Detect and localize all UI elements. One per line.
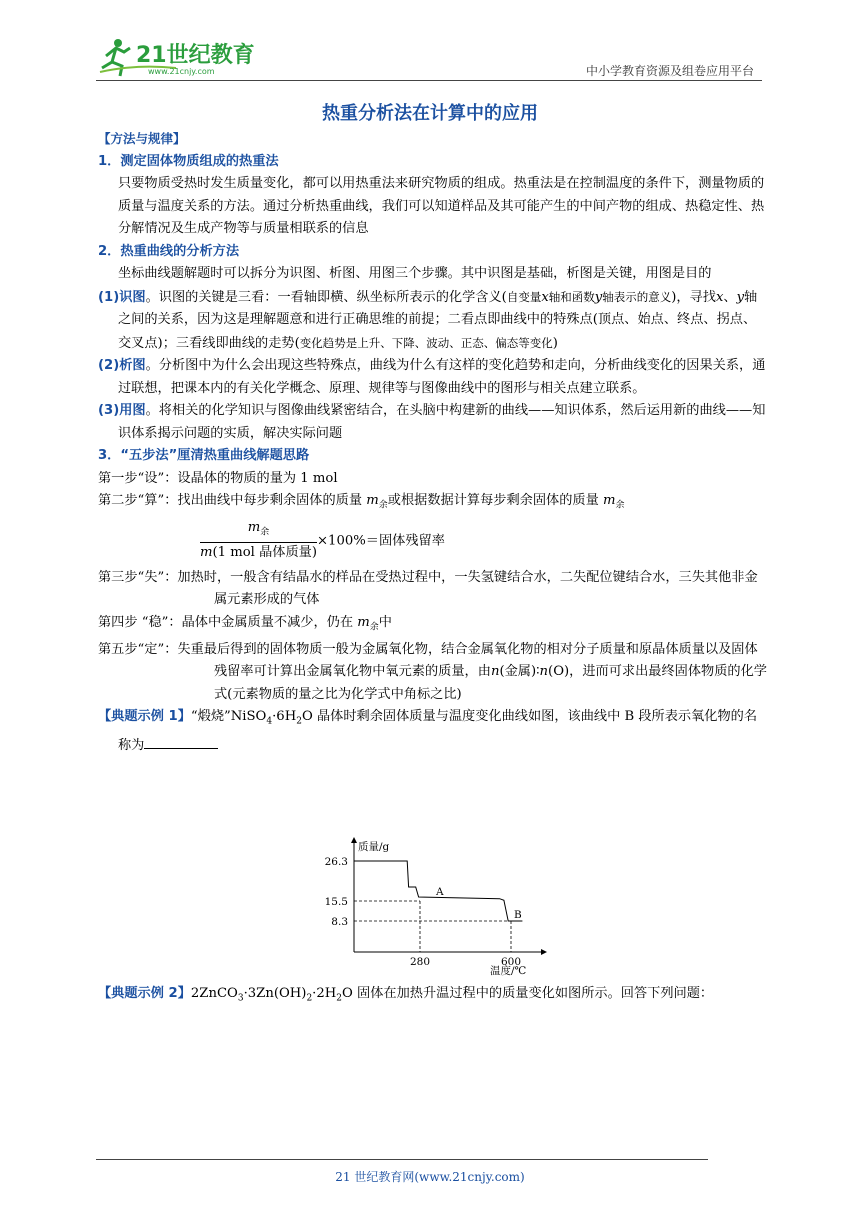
item-2: (2)析图。分析图中为什么会出现这些特殊点，曲线为什么有这样的变化趋势和走向，分析曲线变化的因果关系，通过联想，把课本内的有关化学概念、原理、规律等与图像曲线中的图形与相关点建立联系。 (98, 358, 766, 396)
step-1: 第一步“设”：设晶体的物质的量为 1 mol (98, 470, 338, 486)
formula-line: $\frac{m_余}{\text{m(1 mol 晶体质量)}}$ ×100%＝固体残留率 (98, 519, 768, 563)
platform-name: 中小学教育资源及组卷应用平台 (585, 64, 754, 78)
site-logo (96, 34, 266, 80)
x-axis-label: 温度/℃ (490, 965, 527, 977)
step-2: 第二步“算”：找出曲线中每步剩余固体的质量 $m_余$或根据数据计算每步剩余固体的质量 $m_余$ (98, 493, 625, 511)
example-2: 【典题示例 2】$2ZnCO_3\cdot 3Zn(OH)_2\cdot 2H_2O$ 固体在加热升温过程中的质量变化如图所示。回答下列问题： (98, 986, 714, 1004)
x-tick-label: 600 (500, 956, 522, 968)
example-2-block (98, 983, 768, 1010)
heading-1: 1．测定固体物质组成的热重法 (98, 153, 279, 169)
x-tick-label: 280 (409, 956, 431, 968)
footer-divider (96, 1159, 708, 1160)
example-1: 【典题示例 1】“煅烧$”NiSO_4\cdot 6H_2O$ 晶体时剩余固体质量与温度变化曲线如图，该曲线中 B 段所表示氧化物的名称为 (98, 709, 758, 753)
footer-text: 21 世纪教育网(www.21cnjy.com) (335, 1170, 525, 1184)
step-5: 第五步“定”：失重最后得到的固体物质一般为金属氧化物，结合金属氧化物的相对分子质量和原晶体质量以及固体残留率可计算出金属氧化物中氧元素的质量，由n(金属)∶n(O)，进而可求出最终固体物质的化学式(元素物质的量之比为化学式中角标之比) (98, 641, 767, 702)
header-divider (96, 80, 762, 81)
example-1-label: 【典题示例 1】 (98, 709, 191, 725)
paragraph-2: 坐标曲线题解题时可以拆分为识图、析图、用图三个步骤。其中识图是基础，析图是关键，用图是目的 (118, 266, 712, 281)
item-1: (1)识图。识图的关键是三看：一看轴即横、纵坐标所表示的化学含义(自变量x轴和函数y轴表示的意义)，寻找x、y轴之间的关系，因为这是理解题意和进行正确思维的前提；二看点即曲线中的特殊点(顶点、始点、终点、拐点、交叉点)；三看线即曲线的走势(变化趋势是上升、下降、波动、正态、偏态等变化) (98, 289, 758, 351)
paragraph-1: 只要物质受热时发生质量变化，都可以用热重法来研究物质的组成。热重法是在控制温度的条件下，测量物质的质量与温度关系的方法。通过分析热重曲线，我们可以知道样品及其可能产生的中间产物的组成、热稳定性、热分解情况及生成产物等与质量相联系的信息 (118, 176, 765, 236)
thermogravimetric-chart (318, 832, 558, 980)
point-label-a: A (436, 886, 444, 898)
item-1-label: (1)识图 (98, 289, 146, 305)
item-3-label: (3)用图 (98, 403, 146, 418)
step-4: 第四步 “稳”：晶体中金属质量不减少，仍在 $m_余$中 (98, 614, 392, 633)
y-axis-label: 质量/g (358, 841, 390, 853)
section-tag: 【方法与规律】 (98, 131, 186, 146)
item-3: (3)用图。将相关的化学知识与图像曲线紧密结合，在头脑中构建新的曲线——知识体系，然后运用新的曲线——知识体系揭示问题的实质，解决实际问题 (98, 403, 766, 441)
heading-2: 2．热重曲线的分析方法 (98, 243, 240, 259)
logo-text: 21世纪教育 (136, 43, 255, 68)
page-title: 热重分析法在计算中的应用 (322, 103, 538, 124)
example-2-label: 【典题示例 2】 (98, 986, 191, 1001)
answer-blank[interactable] (144, 734, 218, 749)
y-tick-label: 15.5 (324, 896, 348, 908)
y-tick-label: 26.3 (324, 856, 348, 868)
document-body (98, 128, 768, 757)
point-label-b: B (514, 909, 522, 921)
heading-3: 3．“五步法”厘清热重曲线解题思路 (98, 448, 310, 463)
fraction: $\frac{m_余}{\text{m(1 mol 晶体质量)}}$ (200, 520, 317, 560)
step-3: 第三步“失”：加热时，一般含有结晶水的样品在受热过程中，一失氢键结合水，二失配位键结合水，三失其他非金属元素形成的气体 (98, 569, 758, 608)
logo-url: www.21cnjy.com (148, 67, 215, 76)
y-tick-label: 8.3 (331, 916, 348, 928)
item-2-label: (2)析图 (98, 358, 146, 373)
